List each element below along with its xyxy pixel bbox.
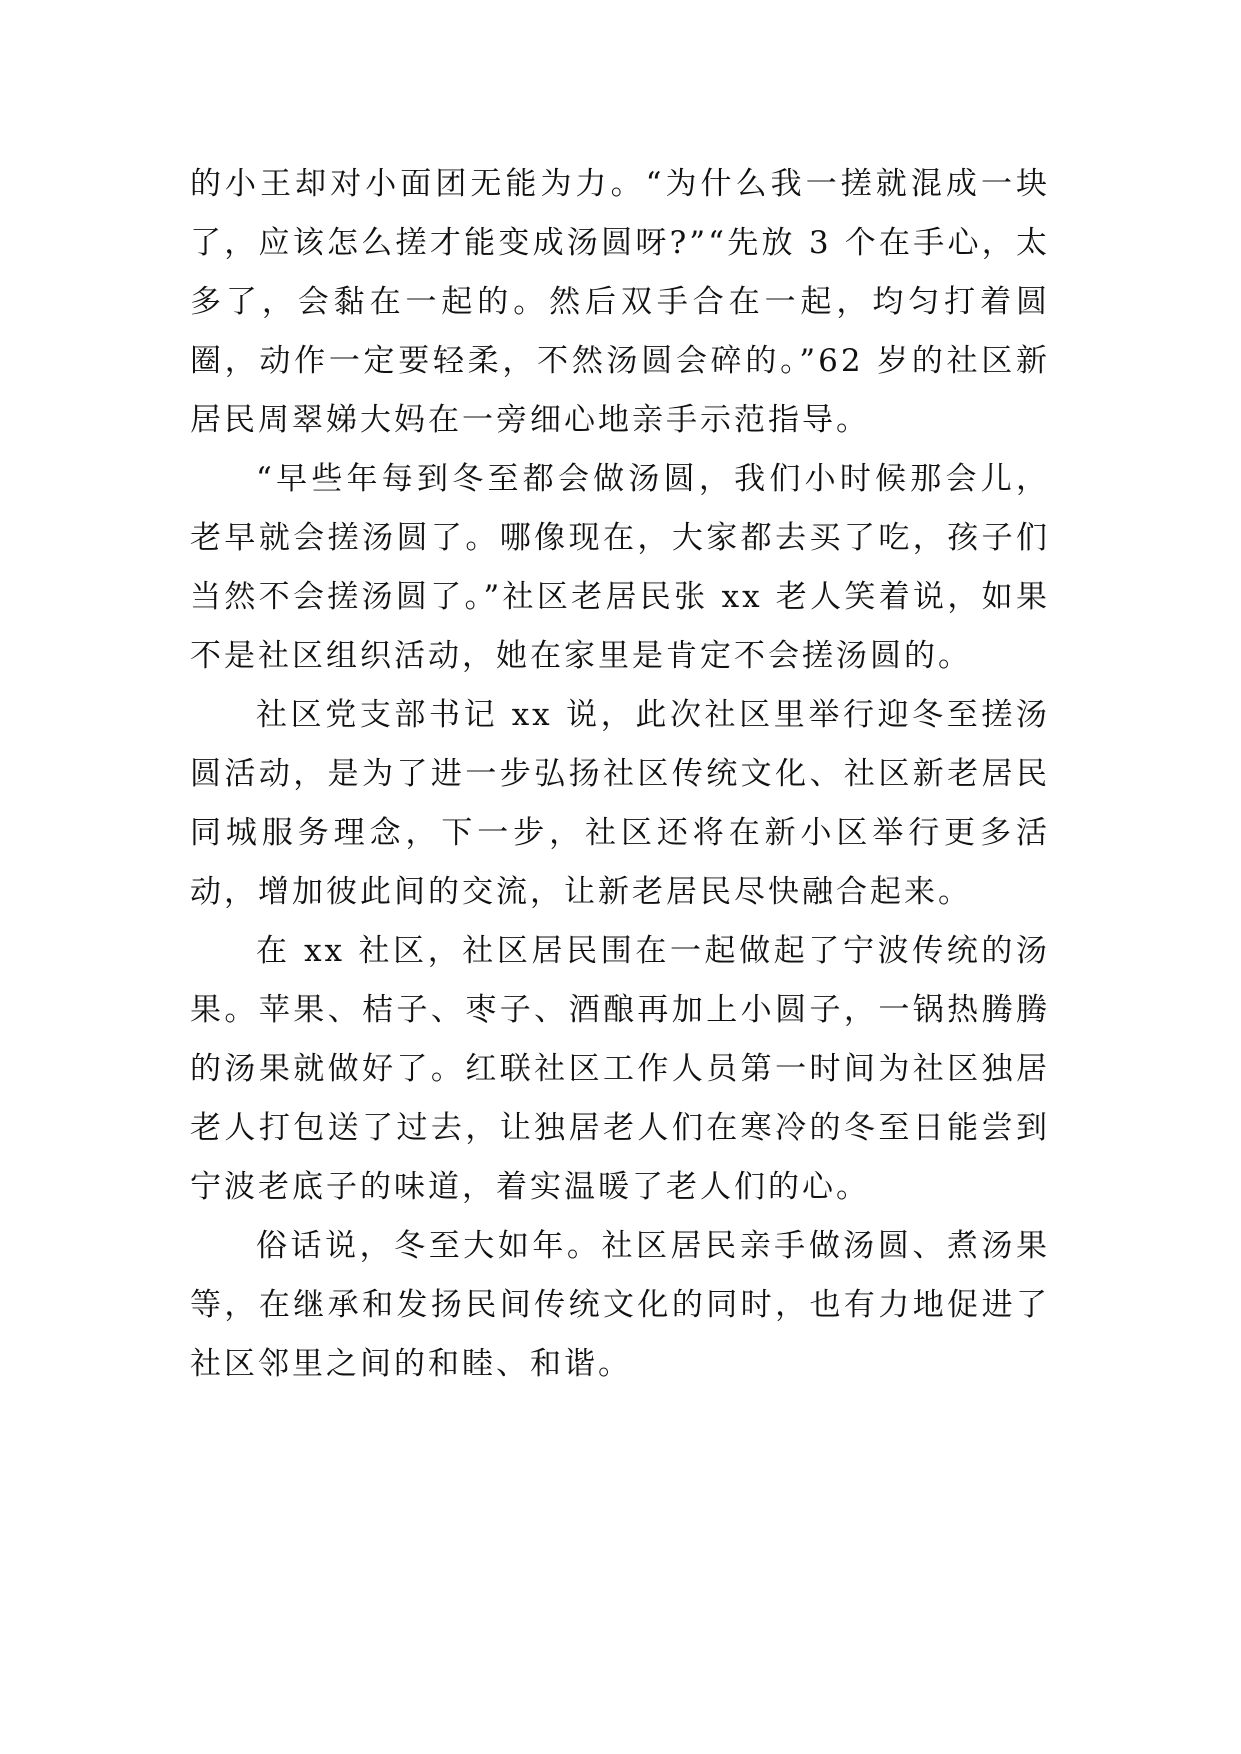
paragraph: 在 xx 社区，社区居民围在一起做起了宁波传统的汤果。苹果、桔子、枣子、酒酿再加上小圆子，一锅热腾腾的汤果就做好了。红联社区工作人员第一时间为社区独居老人打包送了过去，让独居老人们在寒冷的冬至日能尝到宁波老底子的味道，着实温暖了老人们的心。 — [190, 933, 1050, 1205]
paragraph: 社区党支部书记 xx 说，此次社区里举行迎冬至搓汤圆活动，是为了进一步弘扬社区传统文化、社区新老居民同城服务理念，下一步，社区还将在新小区举行更多活动，增加彼此间的交流，让新老居民尽快融合起来。 — [190, 697, 1050, 910]
document-body — [190, 155, 1050, 1394]
paragraph: “早些年每到冬至都会做汤圆，我们小时候那会儿，老早就会搓汤圆了。哪像现在，大家都去买了吃，孩子们当然不会搓汤圆了。”社区老居民张 xx 老人笑着说，如果不是社区组织活动，她在家里是肯定不会搓汤圆的。 — [190, 461, 1050, 674]
paragraph-continued: 的小王却对小面团无能为力。“为什么我一搓就混成一块了，应该怎么搓才能变成汤圆呀?”“先放 3 个在手心，太多了，会黏在一起的。然后双手合在一起，均匀打着圆圈，动作一定要轻柔，不然汤圆会碎的。”62 岁的社区新居民周翠娣大妈在一旁细心地亲手示范指导。 — [190, 166, 1050, 438]
paragraph: 俗话说，冬至大如年。社区居民亲手做汤圆、煮汤果等，在继承和发扬民间传统文化的同时，也有力地促进了社区邻里之间的和睦、和谐。 — [190, 1228, 1050, 1382]
